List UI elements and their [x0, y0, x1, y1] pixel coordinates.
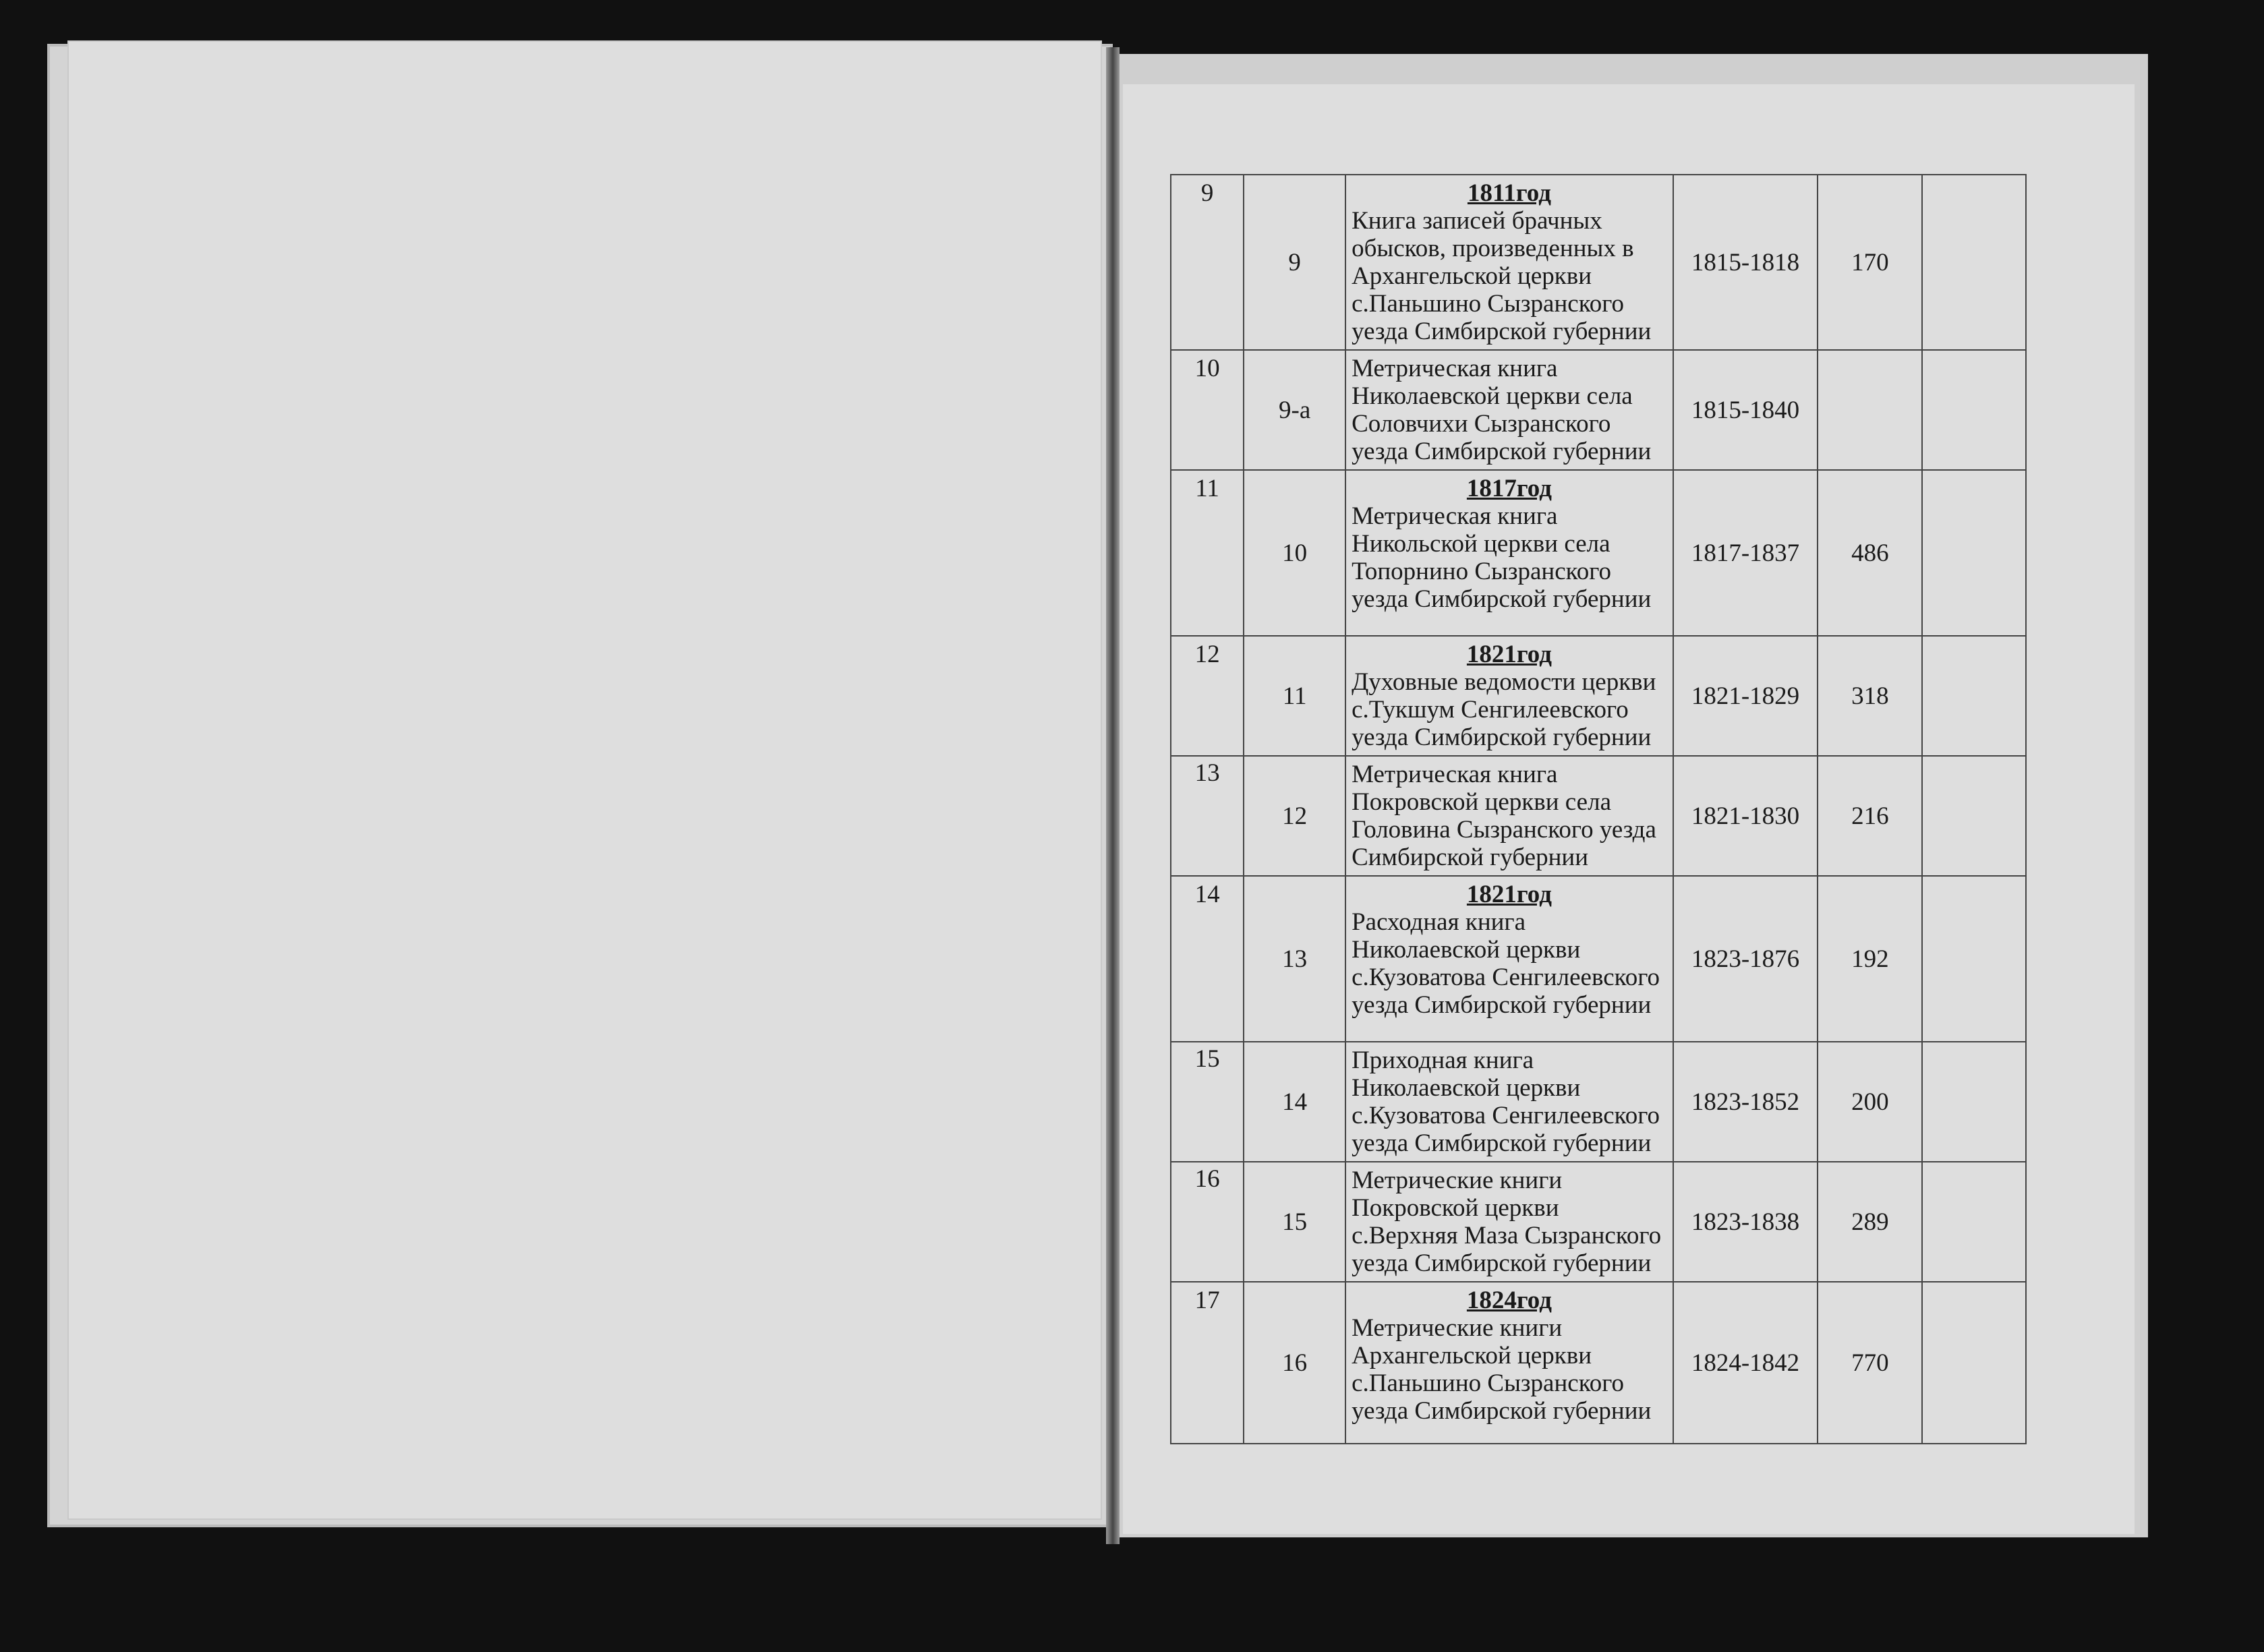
description-text: Расходная книга Николаевской церкви с.Кузоватова Сенгилеевского уезда Симбирской губернии [1352, 908, 1660, 1019]
row-number: 13 [1171, 756, 1244, 876]
sheet-count: 200 [1818, 1042, 1922, 1162]
table-row [1171, 350, 2026, 470]
row-number: 16 [1171, 1162, 1244, 1282]
inventory-number: 13 [1244, 876, 1345, 1042]
table-row [1171, 175, 2026, 350]
description-cell [1345, 1042, 1673, 1162]
row-number: 11 [1171, 470, 1244, 636]
year-heading: 1821год [1466, 881, 1552, 908]
description-cell [1345, 470, 1673, 636]
table-row [1171, 1162, 2026, 1282]
row-number: 14 [1171, 876, 1244, 1042]
description-text: Книга записей брачных обысков, произведенных в Архангельской церкви с.Паньшино Сызранского уезда Симбирской губернии [1352, 207, 1652, 345]
sheet-count: 192 [1818, 876, 1922, 1042]
date-range: 1824-1842 [1673, 1282, 1818, 1444]
row-number: 10 [1171, 350, 1244, 470]
inventory-number: 10 [1244, 470, 1345, 636]
date-range: 1821-1829 [1673, 636, 1818, 756]
note-cell [1922, 756, 2026, 876]
description-text: Духовные ведомости церкви с.Тукшум Сенгилеевского уезда Симбирской губернии [1352, 668, 1656, 751]
note-cell [1922, 350, 2026, 470]
note-cell [1922, 636, 2026, 756]
date-range: 1823-1876 [1673, 876, 1818, 1042]
description-cell [1345, 350, 1673, 470]
row-number: 15 [1171, 1042, 1244, 1162]
sheet-count: 170 [1818, 175, 1922, 350]
inventory-number: 14 [1244, 1042, 1345, 1162]
description-text: Метрические книги Архангельской церкви с.Паньшино Сызранского уезда Симбирской губернии [1352, 1314, 1652, 1425]
sheet-count: 318 [1818, 636, 1922, 756]
row-number: 12 [1171, 636, 1244, 756]
row-number: 9 [1171, 175, 1244, 350]
date-range: 1823-1838 [1673, 1162, 1818, 1282]
sheet-count [1818, 350, 1922, 470]
date-range: 1815-1818 [1673, 175, 1818, 350]
description-text: Метрическая книга Никольской церкви села Топорнино Сызранского уезда Симбирской губернии [1352, 502, 1652, 613]
table-row [1171, 1282, 2026, 1444]
description-cell [1345, 756, 1673, 876]
year-heading: 1817год [1466, 475, 1552, 502]
inventory-number: 15 [1244, 1162, 1345, 1282]
description-cell [1345, 175, 1673, 350]
description-cell [1345, 636, 1673, 756]
table-row [1171, 876, 2026, 1042]
inventory-number: 12 [1244, 756, 1345, 876]
table-row [1171, 1042, 2026, 1162]
year-heading: 1811год [1467, 179, 1551, 207]
sheet-count: 486 [1818, 470, 1922, 636]
book-spine [1106, 47, 1120, 1544]
description-text: Метрическая книга Покровской церкви села Головина Сызранского уезда Симбирской губернии [1352, 761, 1656, 871]
table-row [1171, 756, 2026, 876]
inventory-number: 11 [1244, 636, 1345, 756]
note-cell [1922, 1282, 2026, 1444]
date-range: 1815-1840 [1673, 350, 1818, 470]
description-text: Метрические книги Покровской церкви с.Верхняя Маза Сызранского уезда Симбирской губернии [1352, 1167, 1662, 1277]
sheet-count: 770 [1818, 1282, 1922, 1444]
date-range: 1823-1852 [1673, 1042, 1818, 1162]
note-cell [1922, 1042, 2026, 1162]
left-page [67, 40, 1102, 1520]
date-range: 1817-1837 [1673, 470, 1818, 636]
note-cell [1922, 1162, 2026, 1282]
inventory-number: 9 [1244, 175, 1345, 350]
description-cell [1345, 1282, 1673, 1444]
inventory-number: 16 [1244, 1282, 1345, 1444]
description-cell [1345, 1162, 1673, 1282]
note-cell [1922, 876, 2026, 1042]
note-cell [1922, 470, 2026, 636]
date-range: 1821-1830 [1673, 756, 1818, 876]
description-cell [1345, 876, 1673, 1042]
description-text: Приходная книга Николаевской церкви с.Кузоватова Сенгилеевского уезда Симбирской губернии [1352, 1046, 1660, 1157]
sheet-count: 289 [1818, 1162, 1922, 1282]
table-row [1171, 636, 2026, 756]
note-cell [1922, 175, 2026, 350]
year-heading: 1824год [1466, 1287, 1552, 1314]
inventory-number: 9-а [1244, 350, 1345, 470]
year-heading: 1821год [1466, 641, 1552, 668]
inventory-table [1170, 174, 2027, 1444]
row-number: 17 [1171, 1282, 1244, 1444]
table-row [1171, 470, 2026, 636]
sheet-count: 216 [1818, 756, 1922, 876]
description-text: Метрическая книга Николаевской церкви села Соловчихи Сызранского уезда Симбирской губернии [1352, 355, 1652, 465]
